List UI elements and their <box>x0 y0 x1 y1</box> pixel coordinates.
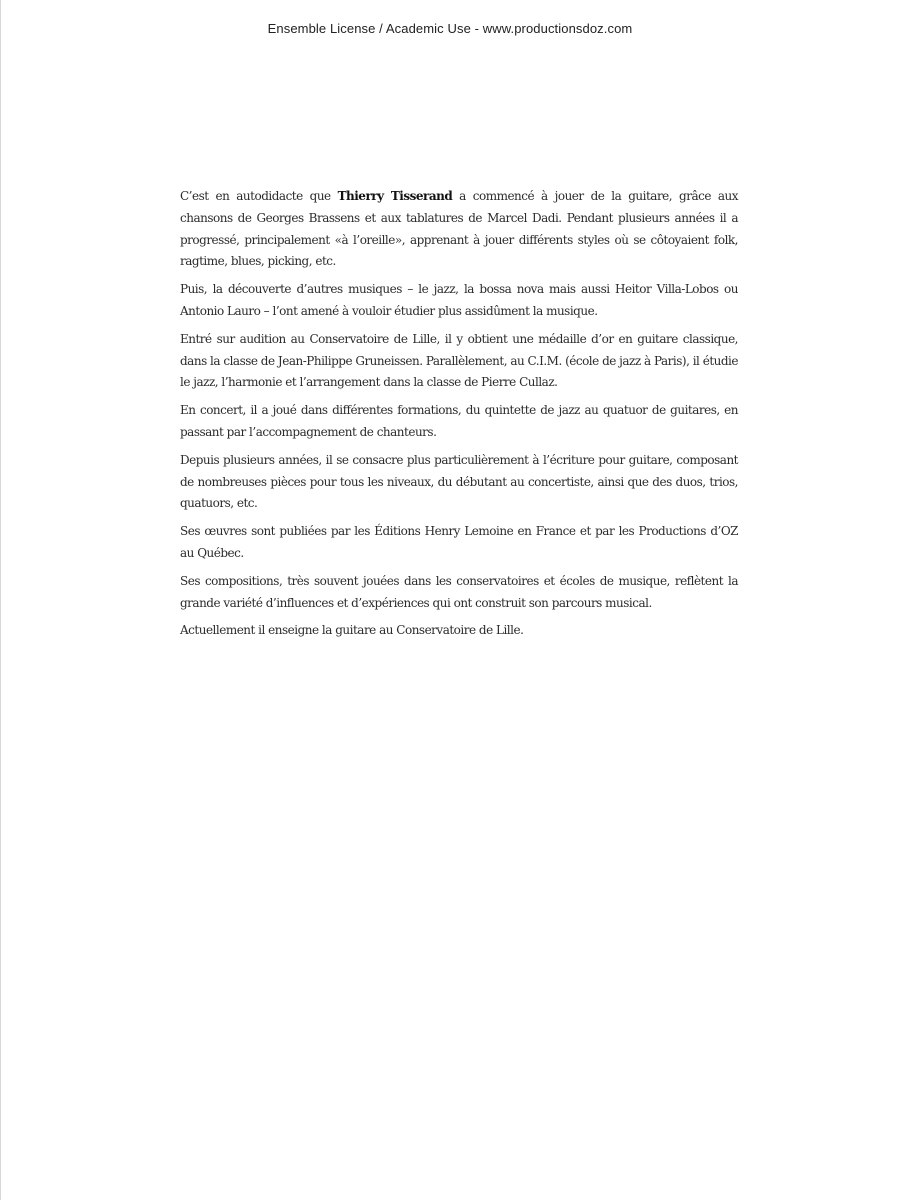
composer-name: Thierry Tisserand <box>337 189 453 203</box>
bio-paragraph-3: Entré sur audition au Conservatoire de Lille, il y obtient une médaille d’or en guitare classique, dans la classe de Jean-Philippe Gruneissen. Parallèlement, au C.I.M. (école de jazz à Paris), il étudie le jazz, l’harmonie et l’arrangement dans la classe de Pierre Cullaz. <box>180 331 738 390</box>
bio-paragraph-1-rest: a commencé à jouer de la guitare, grâce aux chansons de Georges Brassens et aux tablatures de Marcel Dadi. Pendant plusieurs années il a progressé, principalement «à l’oreille», apprenant à jouer différents styles où se côtoyaient folk, ragtime, blues, picking, etc. <box>180 189 739 269</box>
page-edge-divider <box>0 0 1 1200</box>
bio-paragraph-7: Ses compositions, très souvent jouées dans les conservatoires et écoles de musique, reflètent la grande variété d’influences et d’expériences qui ont construit son parcours musical. <box>180 573 738 610</box>
license-header: Ensemble License / Academic Use - www.productionsdoz.com <box>267 21 633 36</box>
bio-paragraph-1 <box>180 186 738 273</box>
bio-paragraph-2: Puis, la découverte d’autres musiques – le jazz, la bossa nova mais aussi Heitor Villa-Lobos ou Antonio Lauro – l’ont amené à vouloir étudier plus assidûment la musique. <box>180 282 738 318</box>
biography-text <box>180 186 738 648</box>
bio-paragraph-5: Depuis plusieurs années, il se consacre plus particulièrement à l’écriture pour guitare, composant de nombreuses pièces pour tous les niveaux, du débutant au concertiste, ainsi que des duos, trios, quatuors, etc. <box>180 452 738 511</box>
bio-paragraph-8: Actuellement il enseigne la guitare au Conservatoire de Lille. <box>180 623 524 638</box>
bio-paragraph-4: En concert, il a joué dans différentes formations, du quintette de jazz au quatuor de guitares, en passant par l’accompagnement de chanteurs. <box>180 403 738 439</box>
bio-paragraph-1-intro: C’est en autodidacte que <box>180 189 338 203</box>
bio-paragraph-6: Ses œuvres sont publiées par les Éditions Henry Lemoine en France et par les Productions d’OZ au Québec. <box>180 524 738 560</box>
